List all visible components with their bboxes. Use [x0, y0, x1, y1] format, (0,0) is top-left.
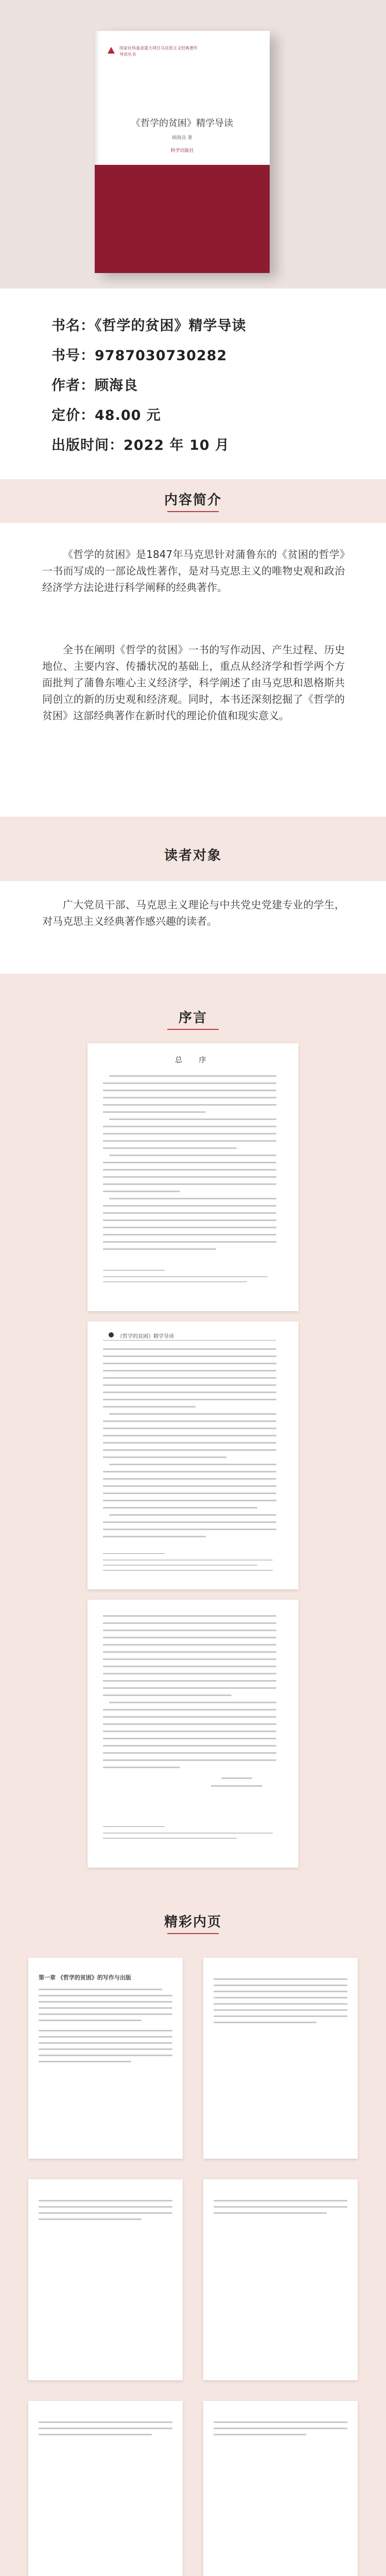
cover-author: 顾海良 著 [172, 135, 192, 141]
preface-page-3 [87, 1600, 299, 1868]
highlights-title-rule [167, 1933, 219, 1934]
highlight-page-1 [28, 1958, 183, 2159]
intro-title: 内容简介 [164, 493, 222, 508]
cover-publisher: 科学出版社 [170, 148, 194, 154]
info-author: 作者：顾海良 [51, 378, 138, 394]
audience-card [0, 881, 386, 974]
preface-title-rule [167, 1029, 219, 1030]
highlight-page-5 [28, 2401, 183, 2576]
series-logo-icon [107, 46, 115, 55]
info-date: 出版时间：2022 年 10 月 [51, 437, 230, 453]
preface-page-2 [87, 1321, 299, 1589]
preface-page2-header: 《哲学的贫困》精学导读 [117, 1334, 174, 1340]
info-isbn: 书号：9787030730282 [51, 348, 227, 364]
intro-paragraph-2: 全书在阐明《哲学的贫困》一书的写作动因、产生过程、历史地位、主要内容、传播状况的基础上，重点从经济学和哲学两个方面批判了蒲鲁东唯心主义经济学，科学阐述了由马克思和恩格斯共同创立的新的历史观和经济观。同时，本书还深刻挖掘了《哲学的贫困》这部经典著作在新时代的理论价值和现实意义。 [42, 643, 345, 722]
preface-page1-heading: 总 序 [175, 1056, 214, 1064]
info-price: 定价：48.00 元 [51, 408, 161, 423]
book-info-section [0, 289, 386, 479]
intro-title-rule [167, 511, 219, 512]
cover-title: 《哲学的贫困》精学导读 [131, 118, 233, 129]
cover-red-band [95, 165, 270, 273]
audience-text: 广大党员干部、马克思主义理论与中共党史党建专业的学生，对马克思主义经典著作感兴趣的读者。 [42, 899, 345, 927]
intro-paragraph-1: 《哲学的贫困》是1847年马克思针对蒲鲁东的《贫困的哲学》一书而写成的一部论战性著作，是对马克思主义的唯物史观和政治经济学方法论进行科学阐释的经典著作。 [42, 548, 345, 594]
highlight-page-2 [203, 1958, 358, 2159]
highlights-title: 精彩内页 [164, 1914, 222, 1930]
preface-title: 序言 [178, 1010, 207, 1026]
intro-card [0, 523, 386, 817]
cover-section [0, 0, 386, 289]
cover-series-line1: 国家社科基金重大项目马克思主义经典著作 [119, 46, 198, 50]
highlight-page-6 [203, 2401, 358, 2576]
preface-page-1 [87, 1043, 299, 1311]
highlight-page-3 [28, 2179, 183, 2380]
audience-title: 读者对象 [164, 848, 222, 863]
cover-series-line2: 导读丛书 [119, 52, 136, 57]
highlight-page1-chapter: 第一章 《哲学的贫困》的写作与出版 [39, 1974, 131, 1981]
page-header-badge-icon [108, 1332, 114, 1338]
book-cover-image [95, 31, 270, 273]
info-book-name: 书名：《哲学的贫困》精学导读 [51, 318, 247, 334]
highlight-page-4 [203, 2179, 358, 2380]
